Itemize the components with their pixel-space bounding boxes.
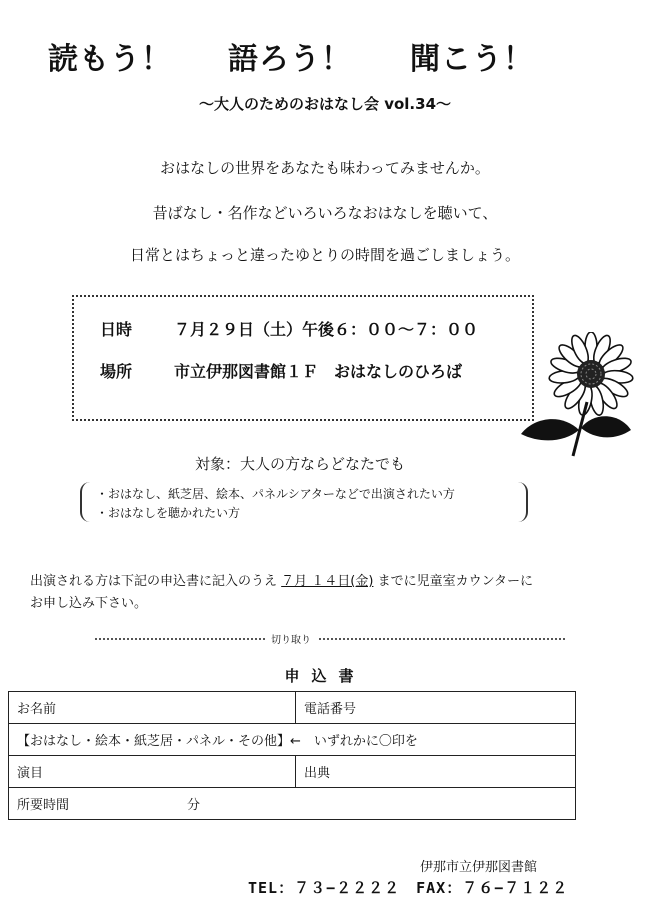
category-text: 【おはなし・絵本・紙芝居・パネル・その他】← いずれかに〇印を (17, 734, 418, 749)
sunflower-icon (513, 332, 638, 460)
event-place-label: 場所 (100, 362, 133, 381)
event-place-row (100, 359, 462, 382)
form-title: 申込書 (284, 667, 366, 685)
intro-line-1: おはなしの世界をあなたも味わってみませんか。 (160, 159, 490, 177)
title-word-read: 読もう！ (48, 42, 172, 77)
subtitle: 〜大人のためのおはなし会 vol.34〜 (198, 95, 452, 113)
program-label: 演目 (17, 766, 44, 781)
program-field[interactable] (9, 756, 296, 788)
form-row-program (9, 756, 576, 788)
phone-field[interactable] (296, 692, 576, 724)
event-date-label: 日時 (100, 320, 133, 339)
phone-label: 電話番号 (304, 702, 357, 717)
intro-line-2: 昔ばなし・名作などいろいろなおはなしを聴いて、 (152, 204, 498, 222)
event-place-value: 市立伊那図書館１Ｆ おはなしのひろば (174, 362, 463, 381)
source-field[interactable] (296, 756, 576, 788)
source-label: 出典 (304, 766, 331, 781)
category-field[interactable] (9, 724, 576, 756)
notice-line-2: お申し込み下さい。 (30, 596, 148, 611)
duration-label: 所要時間 (17, 798, 70, 813)
form-row-category (9, 724, 576, 756)
application-form (8, 691, 576, 820)
minutes-unit: 分 (187, 798, 201, 813)
duration-field[interactable] (9, 788, 576, 820)
notice-text-1: 出演される方は下記の申込書に記入のうえ (30, 574, 278, 589)
cut-line (95, 638, 565, 640)
notice-line-1 (30, 570, 533, 589)
event-date-value: ７月２９日（土）午後６：００〜７：００ (174, 320, 479, 339)
target-audience: 対象：大人の方ならどなたでも (195, 455, 406, 473)
target-item-listeners: ・おはなしを聴かれたい方 (96, 506, 241, 520)
intro-line-3: 日常とはちょっと違ったゆとりの時間を過ごしましょう。 (129, 246, 520, 264)
form-row-duration (9, 788, 576, 820)
library-name: 伊那市立伊那図書館 (420, 860, 538, 875)
target-list (80, 482, 528, 522)
event-date-row (100, 317, 478, 340)
title-word-listen: 聞こう！ (410, 42, 534, 77)
target-item-performers: ・おはなし、紙芝居、絵本、パネルシアターなどで出演されたい方 (96, 487, 455, 501)
name-field[interactable] (9, 692, 296, 724)
notice-deadline: ７月 １４日(金) (281, 574, 374, 589)
cut-label: 切り取り (265, 631, 317, 646)
contact-numbers: TEL：７３−２２２２ FAX：７６−７１２２ (248, 879, 569, 897)
event-info-box (72, 295, 534, 421)
notice-text-2: までに児童室カウンターに (377, 574, 534, 589)
title-word-talk: 語ろう！ (228, 42, 352, 77)
name-label: お名前 (17, 702, 57, 717)
form-row-name (9, 692, 576, 724)
